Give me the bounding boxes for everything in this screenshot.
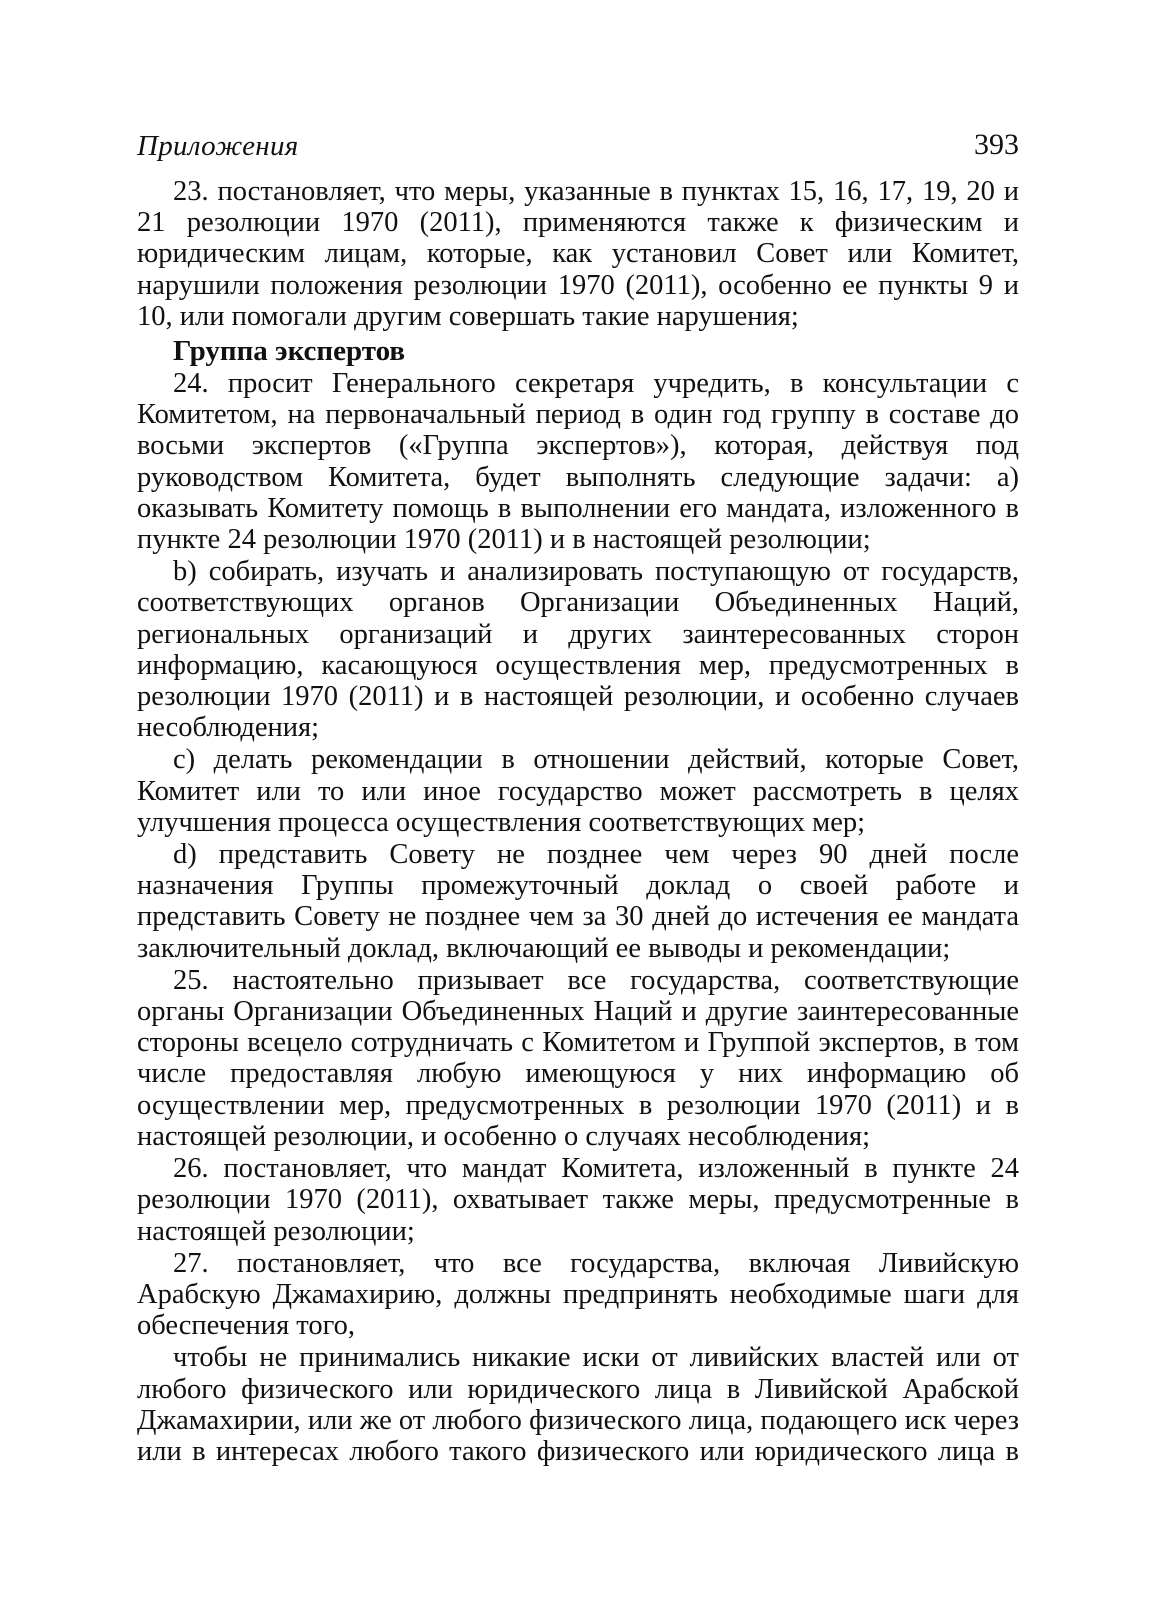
paragraph-27-continuation: чтобы не принимались никакие иски от ливийских властей или от любого физического или юридического лица в Ливийской Арабской Джамахирии, или же от любого физического лица, подающего иск через или в интересах любого такого физического или юридического лица в	[137, 1342, 1019, 1467]
paragraph-24: 24. просит Генерального секретаря учредить, в консультации с Комитетом, на первоначальный период в один год группу в составе до восьми экспертов («Группа экспертов»), которая, действуя под руководством Комитета, будет выполнять следующие задачи: a) оказывать Комитету помощь в выполнении его мандата, изложенного в пункте 24 резолюции 1970 (2011) и в настоящей резолюции;	[137, 368, 1019, 556]
section-heading-expert-group: Группа экспертов	[173, 335, 406, 368]
running-title: Приложения	[137, 130, 299, 162]
paragraph-27: 27. постановляет, что все государства, включая Ливийскую Арабскую Джамахирию, должны предпринять необходимые шаги для обеспечения того,	[137, 1247, 1019, 1342]
paragraph-24c: c) делать рекомендации в отношении действий, которые Совет, Комитет или то или иное государство может рассмотреть в целях улучшения процесса осуществления соответствующих мер;	[137, 744, 1019, 838]
body-text	[137, 176, 1019, 1467]
paragraph-25: 25. настоятельно призывает все государства, соответствующие органы Организации Объединенных Наций и другие заинтересованные стороны всецело сотрудничать с Комитетом и Группой экспертов, в том числе предоставляя любую имеющуюся у них информацию об осуществлении мер, предусмотренных в резолюции 1970 (2011) и в настоящей резолюции, и особенно о случаях несоблюдения;	[137, 964, 1019, 1152]
paragraph-24b: b) собирать, изучать и анализировать поступающую от государств, соответствующих органов Организации Объединенных Наций, региональных организаций и других заинтересованных сторон информацию, касающуюся осуществления мер, предусмотренных в резолюции 1970 (2011) и в настоящей резолюции, и особенно случаев несоблюдения;	[137, 556, 1019, 744]
paragraph-23: 23. постановляет, что меры, указанные в пунктах 15, 16, 17, 19, 20 и 21 резолюции 1970 (2011), применяются также к физическим и юридическим лицам, которые, как установил Совет или Комитет, нарушили положения резолюции 1970 (2011), особенно ее пункты 9 и 10, или помогали другим совершать такие нарушения;	[137, 176, 1019, 332]
document-page	[137, 120, 1019, 1468]
page-number: 393	[974, 128, 1019, 161]
paragraph-26: 26. постановляет, что мандат Комитета, изложенный в пункте 24 резолюции 1970 (2011), охватывает также меры, предусмотренные в настоящей резолюции;	[137, 1153, 1019, 1247]
paragraph-24d: d) представить Совету не позднее чем через 90 дней после назначения Группы промежуточный доклад о своей работе и представить Совету не позднее чем за 30 дней до истечения ее мандата заключительный доклад, включающий ее выводы и рекомендации;	[137, 839, 1019, 964]
running-header	[137, 120, 1019, 176]
